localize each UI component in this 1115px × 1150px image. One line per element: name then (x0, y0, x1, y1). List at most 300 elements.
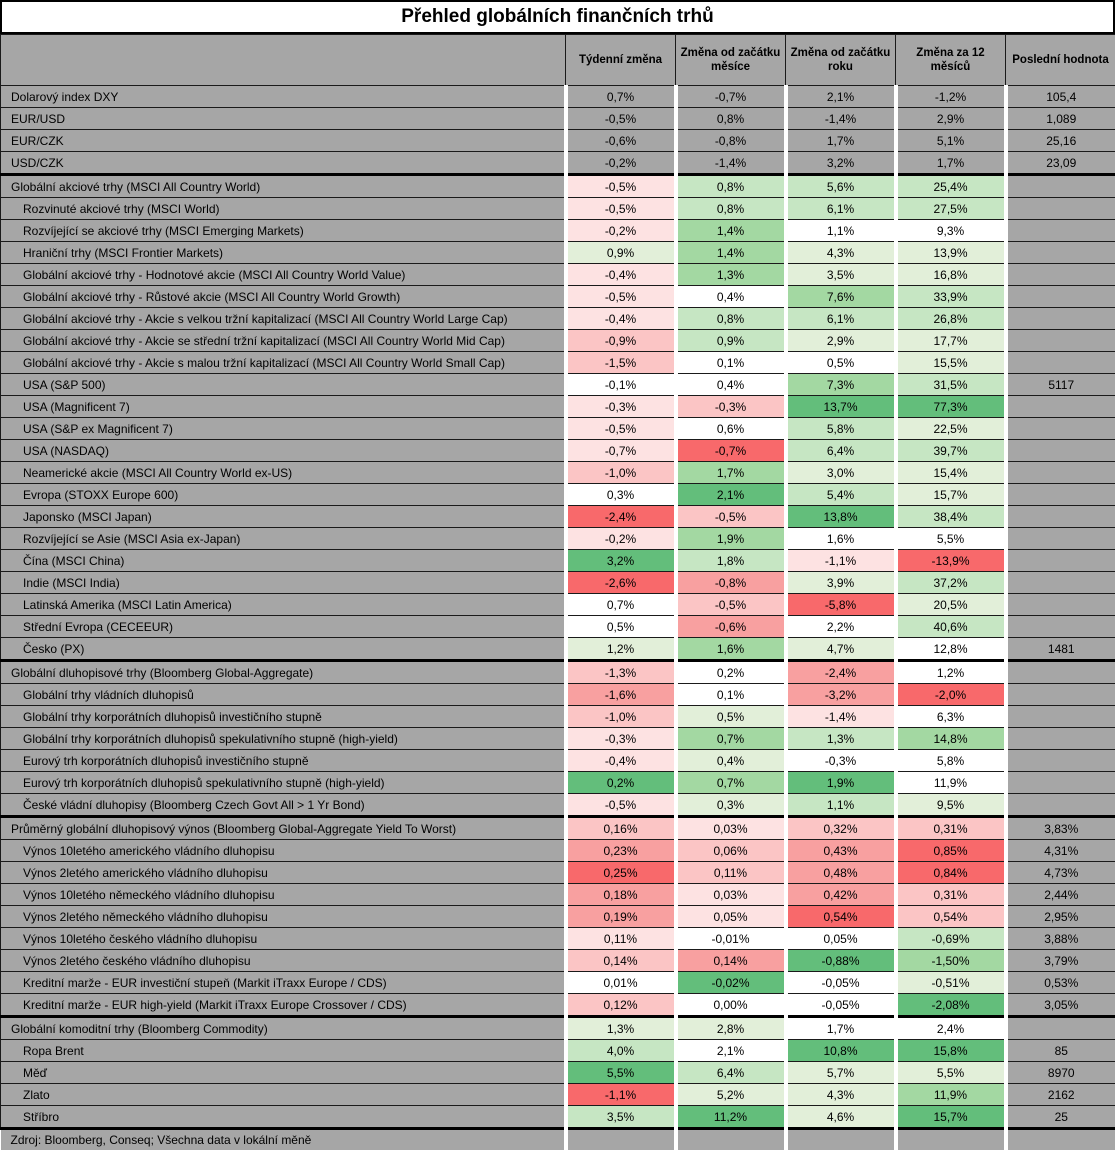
row-label: Globální trhy korporátních dluhopisů spekulativního stupně (high-yield) (1, 728, 566, 750)
weekly-change-cell: -0,9% (566, 330, 676, 352)
month-to-date-cell: 5,2% (676, 1084, 786, 1106)
month-to-date-cell: 2,1% (676, 1040, 786, 1062)
year-to-date-cell: 4,7% (786, 638, 896, 661)
last-value-cell: 1,089 (1006, 108, 1115, 130)
row-label: Japonsko (MSCI Japan) (1, 506, 566, 528)
year-to-date-cell: 0,43% (786, 840, 896, 862)
last-value-cell: 0,53% (1006, 972, 1115, 994)
12-month-change-cell: 15,4% (896, 462, 1006, 484)
row-label: Globální akciové trhy (MSCI All Country World) (1, 175, 566, 198)
last-value-cell (1006, 198, 1115, 220)
year-to-date-cell: 3,5% (786, 264, 896, 286)
row-label: USA (NASDAQ) (1, 440, 566, 462)
year-to-date-cell: 5,6% (786, 175, 896, 198)
year-to-date-cell: 5,7% (786, 1062, 896, 1084)
row-label: Výnos 10letého německého vládního dluhopisu (1, 884, 566, 906)
weekly-change-cell: -0,4% (566, 750, 676, 772)
12-month-change-cell: 2,9% (896, 108, 1006, 130)
row-label: Hraniční trhy (MSCI Frontier Markets) (1, 242, 566, 264)
weekly-change-cell: -1,3% (566, 661, 676, 684)
weekly-change-cell: 0,19% (566, 906, 676, 928)
month-to-date-cell: 6,4% (676, 1062, 786, 1084)
row-label: Globální komoditní trhy (Bloomberg Commodity) (1, 1017, 566, 1040)
year-to-date-cell: -1,1% (786, 550, 896, 572)
table-row (1, 440, 1115, 462)
year-to-date-cell: 0,48% (786, 862, 896, 884)
row-label: Latinská Amerika (MSCI Latin America) (1, 594, 566, 616)
month-to-date-cell: 1,7% (676, 462, 786, 484)
last-value-cell (1006, 264, 1115, 286)
year-to-date-cell: 3,0% (786, 462, 896, 484)
year-to-date-cell: 1,3% (786, 728, 896, 750)
year-to-date-cell: 10,8% (786, 1040, 896, 1062)
month-to-date-cell: 0,2% (676, 661, 786, 684)
12-month-change-cell: 15,5% (896, 352, 1006, 374)
weekly-change-cell: 3,5% (566, 1106, 676, 1129)
last-value-cell (1006, 506, 1115, 528)
table-row (1, 86, 1115, 108)
table-row (1, 594, 1115, 616)
last-value-cell: 105,4 (1006, 86, 1115, 108)
table-row (1, 308, 1115, 330)
12-month-change-cell: 9,5% (896, 794, 1006, 817)
month-to-date-cell: -0,3% (676, 396, 786, 418)
12-month-change-cell: 33,9% (896, 286, 1006, 308)
weekly-change-cell: -0,2% (566, 220, 676, 242)
year-to-date-cell: -5,8% (786, 594, 896, 616)
table-row (1, 130, 1115, 152)
last-value-cell: 3,05% (1006, 994, 1115, 1017)
row-label: Výnos 10letého českého vládního dluhopisu (1, 928, 566, 950)
weekly-change-cell: 0,16% (566, 817, 676, 840)
month-to-date-cell: 0,7% (676, 728, 786, 750)
weekly-change-cell: -0,1% (566, 374, 676, 396)
year-to-date-cell: 1,6% (786, 528, 896, 550)
row-label: Dolarový index DXY (1, 86, 566, 108)
year-to-date-cell: 0,54% (786, 906, 896, 928)
month-to-date-cell: 1,8% (676, 550, 786, 572)
row-label: USA (Magnificent 7) (1, 396, 566, 418)
table-row (1, 550, 1115, 572)
weekly-change-cell: 0,7% (566, 594, 676, 616)
table-row (1, 572, 1115, 594)
month-to-date-cell: 0,8% (676, 175, 786, 198)
year-to-date-cell: 5,8% (786, 418, 896, 440)
footer-cell (1006, 1129, 1115, 1150)
year-to-date-cell: 4,3% (786, 1084, 896, 1106)
month-to-date-cell: 1,9% (676, 528, 786, 550)
last-value-cell (1006, 484, 1115, 506)
weekly-change-cell: 0,3% (566, 484, 676, 506)
12-month-change-cell: -13,9% (896, 550, 1006, 572)
table-row (1, 950, 1115, 972)
weekly-change-cell: -0,5% (566, 286, 676, 308)
last-value-cell (1006, 728, 1115, 750)
month-to-date-cell: 0,03% (676, 817, 786, 840)
12-month-change-cell: 15,7% (896, 1106, 1006, 1129)
12-month-change-cell: 20,5% (896, 594, 1006, 616)
footer-row (1, 1129, 1115, 1150)
year-to-date-cell: -0,05% (786, 972, 896, 994)
last-value-cell (1006, 772, 1115, 794)
last-value-cell: 5117 (1006, 374, 1115, 396)
weekly-change-cell: 0,23% (566, 840, 676, 862)
row-label: Globální akciové trhy - Akcie s velkou tržní kapitalizací (MSCI All Country World Large Cap) (1, 308, 566, 330)
header-12-month-change: Změna za 12 měsíců (896, 35, 1006, 86)
last-value-cell (1006, 794, 1115, 817)
weekly-change-cell: -1,1% (566, 1084, 676, 1106)
12-month-change-cell: 40,6% (896, 616, 1006, 638)
weekly-change-cell: 0,01% (566, 972, 676, 994)
weekly-change-cell: 0,11% (566, 928, 676, 950)
weekly-change-cell: -1,0% (566, 462, 676, 484)
month-to-date-cell: 0,8% (676, 308, 786, 330)
year-to-date-cell: 1,9% (786, 772, 896, 794)
year-to-date-cell: 6,1% (786, 308, 896, 330)
last-value-cell: 4,31% (1006, 840, 1115, 862)
12-month-change-cell: 22,5% (896, 418, 1006, 440)
12-month-change-cell: 77,3% (896, 396, 1006, 418)
row-label: Měď (1, 1062, 566, 1084)
last-value-cell: 2,44% (1006, 884, 1115, 906)
header-row (1, 35, 1115, 86)
table-row (1, 638, 1115, 661)
last-value-cell: 1481 (1006, 638, 1115, 661)
month-to-date-cell: 0,00% (676, 994, 786, 1017)
weekly-change-cell: 0,7% (566, 86, 676, 108)
market-table (0, 34, 1115, 1150)
table-row (1, 198, 1115, 220)
last-value-cell (1006, 308, 1115, 330)
table-row (1, 352, 1115, 374)
last-value-cell (1006, 440, 1115, 462)
12-month-change-cell: 26,8% (896, 308, 1006, 330)
last-value-cell (1006, 220, 1115, 242)
row-label: Výnos 2letého německého vládního dluhopisu (1, 906, 566, 928)
row-label: Ropa Brent (1, 1040, 566, 1062)
header-year-to-date: Změna od začátku roku (786, 35, 896, 86)
last-value-cell: 2,95% (1006, 906, 1115, 928)
year-to-date-cell: -0,3% (786, 750, 896, 772)
year-to-date-cell: 2,2% (786, 616, 896, 638)
weekly-change-cell: -1,5% (566, 352, 676, 374)
table-row (1, 1084, 1115, 1106)
month-to-date-cell: 0,1% (676, 352, 786, 374)
table-row (1, 396, 1115, 418)
weekly-change-cell: -1,0% (566, 706, 676, 728)
12-month-change-cell: 15,8% (896, 1040, 1006, 1062)
header-last-value: Poslední hodnota (1006, 35, 1115, 86)
weekly-change-cell: -0,4% (566, 308, 676, 330)
table-row (1, 862, 1115, 884)
month-to-date-cell: 1,4% (676, 242, 786, 264)
year-to-date-cell: -1,4% (786, 108, 896, 130)
12-month-change-cell: -2,0% (896, 684, 1006, 706)
12-month-change-cell: -0,69% (896, 928, 1006, 950)
row-label: Neamerické akcie (MSCI All Country World ex-US) (1, 462, 566, 484)
table-row (1, 506, 1115, 528)
table-row (1, 972, 1115, 994)
row-label: Výnos 2letého amerického vládního dluhopisu (1, 862, 566, 884)
12-month-change-cell: 9,3% (896, 220, 1006, 242)
row-label: Globální akciové trhy - Akcie s malou tržní kapitalizací (MSCI All Country World Small Cap) (1, 352, 566, 374)
last-value-cell (1006, 528, 1115, 550)
header-weekly-change: Týdenní změna (566, 35, 676, 86)
row-label: Česko (PX) (1, 638, 566, 661)
source-note: Zdroj: Bloomberg, Conseq; Všechna data v lokální měně (1, 1129, 566, 1150)
row-label: USD/CZK (1, 152, 566, 175)
12-month-change-cell: 37,2% (896, 572, 1006, 594)
year-to-date-cell: 3,2% (786, 152, 896, 175)
table-row (1, 175, 1115, 198)
12-month-change-cell: 2,4% (896, 1017, 1006, 1040)
12-month-change-cell: 31,5% (896, 374, 1006, 396)
row-label: Průměrný globální dluhopisový výnos (Bloomberg Global-Aggregate Yield To Worst) (1, 817, 566, 840)
12-month-change-cell: 11,9% (896, 772, 1006, 794)
month-to-date-cell: 0,11% (676, 862, 786, 884)
year-to-date-cell: 1,1% (786, 220, 896, 242)
last-value-cell (1006, 661, 1115, 684)
footer-cell (676, 1129, 786, 1150)
12-month-change-cell: 25,4% (896, 175, 1006, 198)
month-to-date-cell: 0,4% (676, 286, 786, 308)
12-month-change-cell: -1,50% (896, 950, 1006, 972)
12-month-change-cell: 5,1% (896, 130, 1006, 152)
year-to-date-cell: 1,7% (786, 130, 896, 152)
row-label: Rozvíjející se akciové trhy (MSCI Emerging Markets) (1, 220, 566, 242)
table-row (1, 906, 1115, 928)
header-label-cell (1, 35, 566, 86)
month-to-date-cell: 0,8% (676, 108, 786, 130)
month-to-date-cell: 0,7% (676, 772, 786, 794)
page-title: Přehled globálních finančních trhů (0, 0, 1115, 34)
footer-cell (896, 1129, 1006, 1150)
month-to-date-cell: 0,9% (676, 330, 786, 352)
last-value-cell (1006, 418, 1115, 440)
row-label: Kreditní marže - EUR investiční stupeň (Markit iTraxx Europe / CDS) (1, 972, 566, 994)
last-value-cell: 25 (1006, 1106, 1115, 1129)
last-value-cell: 3,83% (1006, 817, 1115, 840)
table-row (1, 794, 1115, 817)
last-value-cell: 25,16 (1006, 130, 1115, 152)
weekly-change-cell: -0,5% (566, 108, 676, 130)
year-to-date-cell: 2,1% (786, 86, 896, 108)
table-row (1, 286, 1115, 308)
12-month-change-cell: 1,7% (896, 152, 1006, 175)
table-row (1, 928, 1115, 950)
12-month-change-cell: 12,8% (896, 638, 1006, 661)
footer-cell (786, 1129, 896, 1150)
year-to-date-cell: 0,42% (786, 884, 896, 906)
last-value-cell (1006, 684, 1115, 706)
year-to-date-cell: 0,32% (786, 817, 896, 840)
12-month-change-cell: 1,2% (896, 661, 1006, 684)
row-label: USA (S&P 500) (1, 374, 566, 396)
table-row (1, 462, 1115, 484)
month-to-date-cell: 0,03% (676, 884, 786, 906)
year-to-date-cell: 4,6% (786, 1106, 896, 1129)
row-label: Rozvinuté akciové trhy (MSCI World) (1, 198, 566, 220)
last-value-cell (1006, 175, 1115, 198)
last-value-cell (1006, 286, 1115, 308)
month-to-date-cell: 2,8% (676, 1017, 786, 1040)
table-row (1, 374, 1115, 396)
weekly-change-cell: 0,25% (566, 862, 676, 884)
last-value-cell (1006, 616, 1115, 638)
header-month-to-date: Změna od začátku měsíce (676, 35, 786, 86)
row-label: Kreditní marže - EUR high-yield (Markit iTraxx Europe Crossover / CDS) (1, 994, 566, 1017)
year-to-date-cell: -0,05% (786, 994, 896, 1017)
year-to-date-cell: 13,7% (786, 396, 896, 418)
last-value-cell (1006, 462, 1115, 484)
weekly-change-cell: -0,2% (566, 152, 676, 175)
weekly-change-cell: -0,4% (566, 264, 676, 286)
table-row (1, 1017, 1115, 1040)
last-value-cell (1006, 1017, 1115, 1040)
row-label: Eurový trh korporátních dluhopisů spekulativního stupně (high-yield) (1, 772, 566, 794)
weekly-change-cell: 4,0% (566, 1040, 676, 1062)
year-to-date-cell: 7,6% (786, 286, 896, 308)
weekly-change-cell: -2,6% (566, 572, 676, 594)
table-body (1, 86, 1115, 1129)
12-month-change-cell: 27,5% (896, 198, 1006, 220)
12-month-change-cell: 0,84% (896, 862, 1006, 884)
month-to-date-cell: 0,8% (676, 198, 786, 220)
weekly-change-cell: 1,2% (566, 638, 676, 661)
row-label: Eurový trh korporátních dluhopisů investičního stupně (1, 750, 566, 772)
table-row (1, 528, 1115, 550)
12-month-change-cell: 17,7% (896, 330, 1006, 352)
weekly-change-cell: 0,9% (566, 242, 676, 264)
12-month-change-cell: 5,5% (896, 528, 1006, 550)
table-row (1, 772, 1115, 794)
weekly-change-cell: 0,5% (566, 616, 676, 638)
weekly-change-cell: -0,5% (566, 198, 676, 220)
table-row (1, 706, 1115, 728)
table-row (1, 330, 1115, 352)
12-month-change-cell: 14,8% (896, 728, 1006, 750)
last-value-cell (1006, 242, 1115, 264)
month-to-date-cell: -0,5% (676, 594, 786, 616)
12-month-change-cell: -1,2% (896, 86, 1006, 108)
12-month-change-cell: 13,9% (896, 242, 1006, 264)
row-label: Globální trhy vládních dluhopisů (1, 684, 566, 706)
row-label: Evropa (STOXX Europe 600) (1, 484, 566, 506)
weekly-change-cell: -0,5% (566, 418, 676, 440)
12-month-change-cell: 16,8% (896, 264, 1006, 286)
last-value-cell: 85 (1006, 1040, 1115, 1062)
12-month-change-cell: 38,4% (896, 506, 1006, 528)
last-value-cell (1006, 572, 1115, 594)
12-month-change-cell: 6,3% (896, 706, 1006, 728)
table-row (1, 152, 1115, 175)
12-month-change-cell: 0,31% (896, 884, 1006, 906)
year-to-date-cell: 2,9% (786, 330, 896, 352)
table-row (1, 1062, 1115, 1084)
month-to-date-cell: 0,1% (676, 684, 786, 706)
year-to-date-cell: 6,4% (786, 440, 896, 462)
last-value-cell: 23,09 (1006, 152, 1115, 175)
table-row (1, 1040, 1115, 1062)
row-label: USA (S&P ex Magnificent 7) (1, 418, 566, 440)
last-value-cell (1006, 330, 1115, 352)
row-label: EUR/CZK (1, 130, 566, 152)
year-to-date-cell: 7,3% (786, 374, 896, 396)
month-to-date-cell: -0,5% (676, 506, 786, 528)
table-row (1, 484, 1115, 506)
table-row (1, 242, 1115, 264)
table-row (1, 220, 1115, 242)
table-row (1, 994, 1115, 1017)
table-row (1, 728, 1115, 750)
row-label: Čína (MSCI China) (1, 550, 566, 572)
month-to-date-cell: 11,2% (676, 1106, 786, 1129)
last-value-cell (1006, 706, 1115, 728)
month-to-date-cell: 0,05% (676, 906, 786, 928)
weekly-change-cell: 3,2% (566, 550, 676, 572)
last-value-cell (1006, 550, 1115, 572)
footer-cell (566, 1129, 676, 1150)
month-to-date-cell: 0,5% (676, 706, 786, 728)
row-label: Globální akciové trhy - Akcie se střední tržní kapitalizací (MSCI All Country World Mid Cap) (1, 330, 566, 352)
12-month-change-cell: 39,7% (896, 440, 1006, 462)
12-month-change-cell: 0,31% (896, 817, 1006, 840)
table-row (1, 418, 1115, 440)
month-to-date-cell: 0,4% (676, 374, 786, 396)
year-to-date-cell: 6,1% (786, 198, 896, 220)
year-to-date-cell: 4,3% (786, 242, 896, 264)
month-to-date-cell: -0,6% (676, 616, 786, 638)
last-value-cell: 2162 (1006, 1084, 1115, 1106)
month-to-date-cell: -0,8% (676, 572, 786, 594)
row-label: EUR/USD (1, 108, 566, 130)
month-to-date-cell: 0,3% (676, 794, 786, 817)
last-value-cell: 4,73% (1006, 862, 1115, 884)
year-to-date-cell: -2,4% (786, 661, 896, 684)
month-to-date-cell: 2,1% (676, 484, 786, 506)
last-value-cell: 3,88% (1006, 928, 1115, 950)
weekly-change-cell: 0,14% (566, 950, 676, 972)
row-label: Výnos 2letého českého vládního dluhopisu (1, 950, 566, 972)
weekly-change-cell: 0,12% (566, 994, 676, 1017)
12-month-change-cell: 5,8% (896, 750, 1006, 772)
year-to-date-cell: -3,2% (786, 684, 896, 706)
month-to-date-cell: -0,7% (676, 440, 786, 462)
row-label: Indie (MSCI India) (1, 572, 566, 594)
month-to-date-cell: -0,02% (676, 972, 786, 994)
month-to-date-cell: 0,4% (676, 750, 786, 772)
weekly-change-cell: 0,2% (566, 772, 676, 794)
row-label: České vládní dluhopisy (Bloomberg Czech Govt All > 1 Yr Bond) (1, 794, 566, 817)
weekly-change-cell: 5,5% (566, 1062, 676, 1084)
last-value-cell (1006, 594, 1115, 616)
weekly-change-cell: -1,6% (566, 684, 676, 706)
month-to-date-cell: 0,6% (676, 418, 786, 440)
table-row (1, 750, 1115, 772)
month-to-date-cell: -0,01% (676, 928, 786, 950)
table-row (1, 884, 1115, 906)
12-month-change-cell: -0,51% (896, 972, 1006, 994)
12-month-change-cell: 0,85% (896, 840, 1006, 862)
row-label: Výnos 10letého amerického vládního dluhopisu (1, 840, 566, 862)
table-row (1, 264, 1115, 286)
weekly-change-cell: -0,6% (566, 130, 676, 152)
year-to-date-cell: 1,1% (786, 794, 896, 817)
table-row (1, 840, 1115, 862)
weekly-change-cell: -0,5% (566, 175, 676, 198)
last-value-cell (1006, 352, 1115, 374)
year-to-date-cell: 0,05% (786, 928, 896, 950)
